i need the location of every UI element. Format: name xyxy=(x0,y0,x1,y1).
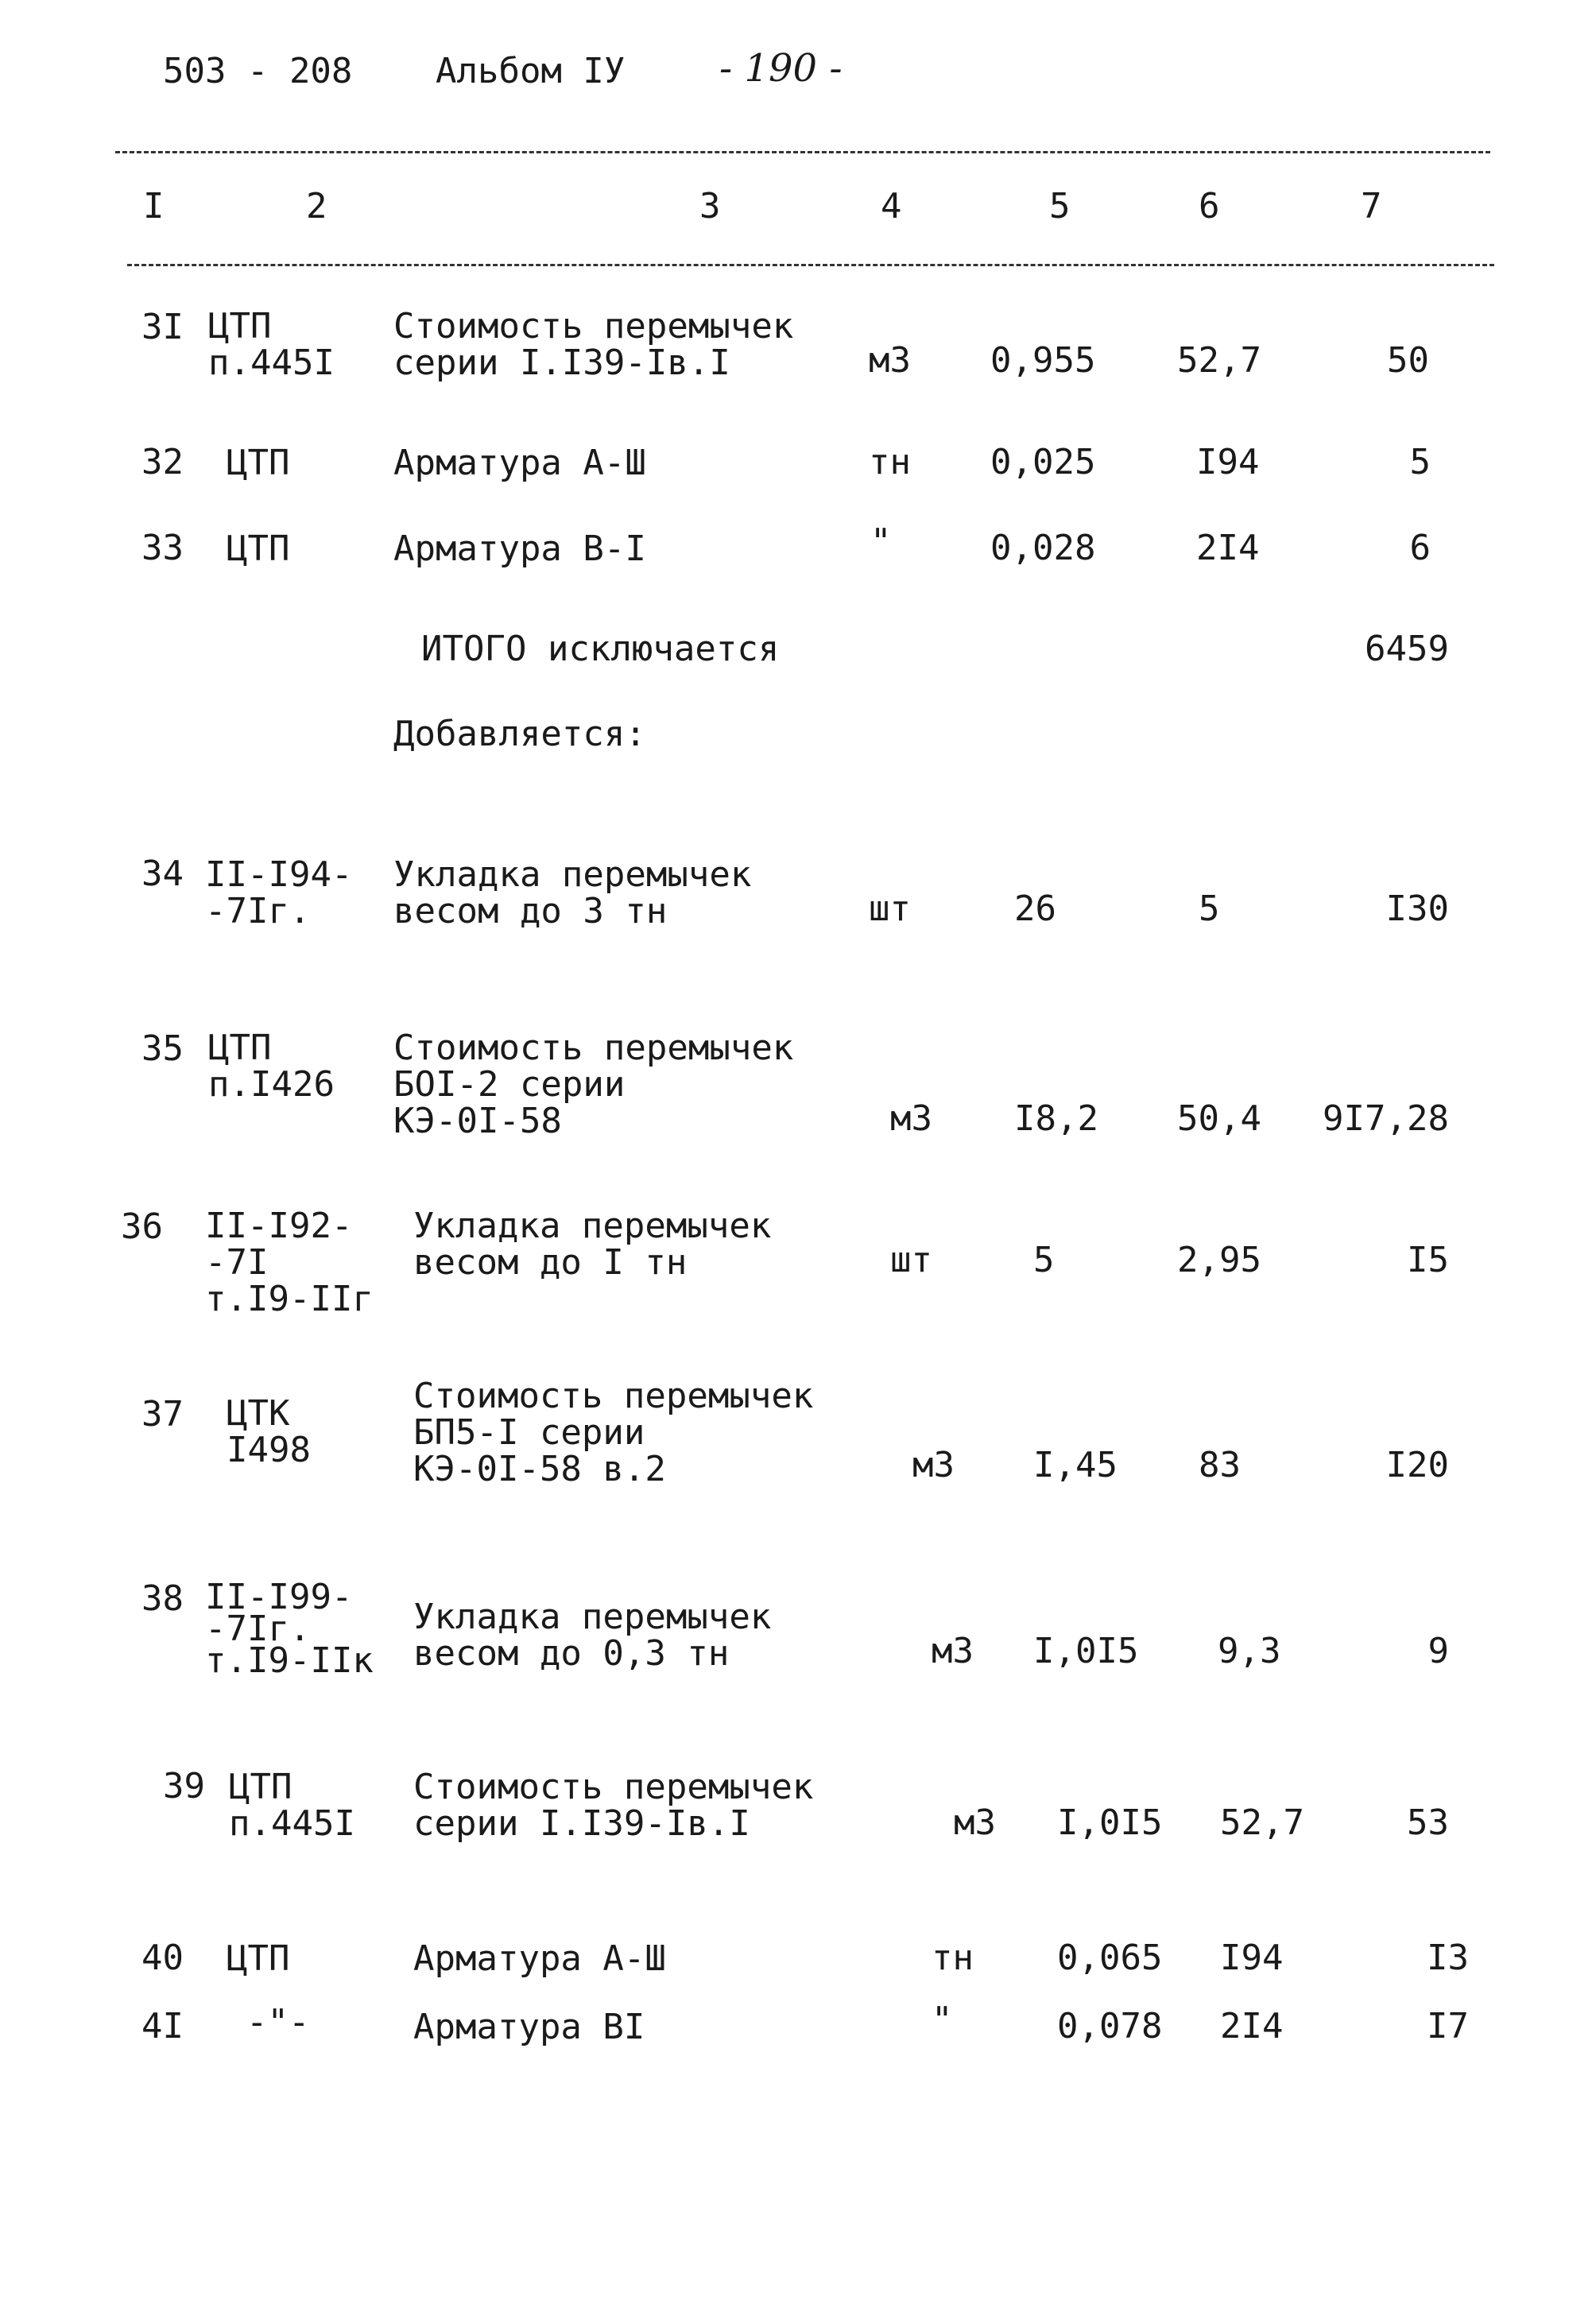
column-header: I xyxy=(143,186,165,227)
row-number: 33 xyxy=(141,528,184,568)
work-description: Арматура А-Ш xyxy=(413,1938,666,1979)
total-cost: I30 xyxy=(1385,889,1449,929)
total-cost: 9I7,28 xyxy=(1323,1098,1449,1139)
row-number: 35 xyxy=(141,1028,184,1069)
norm-code: II-I94- -7Iг. xyxy=(205,854,353,931)
section-label: Добавляется: xyxy=(393,714,646,754)
unit: шт xyxy=(869,889,911,929)
unit-price: 83 xyxy=(1199,1445,1241,1485)
work-description: Стоимость перемычек серии I.I39-Iв.I xyxy=(413,1767,814,1844)
norm-code: ЦТП xyxy=(227,529,290,569)
row-number: 36 xyxy=(121,1206,163,1247)
norm-code: -"- xyxy=(246,2002,310,2043)
unit-price: I94 xyxy=(1196,442,1260,482)
norm-code: ЦТП п.445I xyxy=(208,306,335,383)
row-number: 40 xyxy=(141,1938,184,1978)
work-description: Арматура В-I xyxy=(393,529,646,569)
norm-code: II-I99- -7Iг. т.I9-IIк xyxy=(205,1577,374,1681)
subtotal-label: ИТОГО исключается xyxy=(421,629,780,669)
norm-code: II-I92- -7I т.I9-IIг xyxy=(205,1206,374,1319)
unit-price: I94 xyxy=(1220,1938,1284,1978)
work-description: Укладка перемычек весом до 3 тн xyxy=(393,854,752,931)
subtotal-value: 6459 xyxy=(1365,629,1449,669)
unit: тн xyxy=(932,1938,974,1978)
column-header: 5 xyxy=(1049,186,1071,227)
total-cost: I5 xyxy=(1407,1240,1449,1280)
total-cost: I20 xyxy=(1385,1445,1449,1485)
unit-price: 52,7 xyxy=(1177,340,1261,381)
quantity: 0,078 xyxy=(1057,2006,1163,2046)
work-description: Арматура BI xyxy=(413,2007,645,2047)
work-description: Стоимость перемычек БП5-I серии КЭ-0I-58 в.2 xyxy=(413,1376,814,1489)
column-header: 2 xyxy=(306,186,327,227)
total-cost: 53 xyxy=(1407,1802,1449,1843)
row-number: 32 xyxy=(141,442,184,482)
unit-price: 50,4 xyxy=(1177,1098,1261,1139)
unit: м3 xyxy=(869,340,911,381)
row-number: 39 xyxy=(163,1766,205,1806)
unit: " xyxy=(932,2000,953,2040)
album-label: Альбом IУ xyxy=(436,51,626,91)
norm-code: ЦТП п.445I xyxy=(229,1767,355,1844)
unit-price: 2I4 xyxy=(1196,528,1260,568)
unit: м3 xyxy=(932,1631,974,1671)
quantity: I,0I5 xyxy=(1033,1631,1139,1671)
work-description: Стоимость перемычек серии I.I39-Iв.I xyxy=(393,306,794,383)
work-description: Стоимость перемычек БОI-2 серии КЭ-0I-58 xyxy=(393,1028,794,1141)
norm-code: ЦТП xyxy=(227,1938,290,1979)
unit: м3 xyxy=(890,1098,932,1139)
norm-code: ЦТП п.I426 xyxy=(208,1028,335,1105)
quantity: I8,2 xyxy=(1014,1098,1098,1139)
row-number: 3I xyxy=(141,307,184,347)
total-cost: 5 xyxy=(1409,442,1431,482)
quantity: 0,065 xyxy=(1057,1938,1163,1978)
column-header: 4 xyxy=(881,186,902,227)
header-rule-top xyxy=(115,151,1490,153)
unit: " xyxy=(870,521,892,562)
work-description: Арматура А-Ш xyxy=(393,443,646,483)
column-header: 6 xyxy=(1199,186,1220,227)
unit-price: 2I4 xyxy=(1220,2006,1284,2046)
quantity: 0,025 xyxy=(990,442,1096,482)
page-number: - 190 - xyxy=(719,46,843,91)
row-number: 38 xyxy=(141,1578,184,1619)
total-cost: I7 xyxy=(1427,2006,1469,2046)
unit: шт xyxy=(890,1240,932,1280)
total-cost: 9 xyxy=(1427,1631,1449,1671)
row-number: 34 xyxy=(141,854,184,894)
quantity: 26 xyxy=(1014,889,1056,929)
total-cost: I3 xyxy=(1427,1938,1469,1978)
total-cost: 50 xyxy=(1387,340,1429,381)
norm-code: ЦТК I498 xyxy=(227,1393,311,1470)
total-cost: 6 xyxy=(1409,528,1431,568)
unit: м3 xyxy=(954,1802,996,1843)
quantity: 0,028 xyxy=(990,528,1096,568)
unit-price: 9,3 xyxy=(1218,1631,1281,1671)
unit: тн xyxy=(869,442,911,482)
unit-price: 2,95 xyxy=(1177,1240,1261,1280)
column-header: 3 xyxy=(699,186,721,227)
row-number: 4I xyxy=(141,2006,184,2046)
unit-price: 52,7 xyxy=(1220,1802,1304,1843)
norm-code: ЦТП xyxy=(227,443,290,483)
quantity: I,45 xyxy=(1033,1445,1118,1485)
quantity: 0,955 xyxy=(990,340,1096,381)
work-description: Укладка перемычек весом до I тн xyxy=(413,1206,772,1283)
unit-price: 5 xyxy=(1199,889,1220,929)
row-number: 37 xyxy=(141,1394,184,1435)
quantity: 5 xyxy=(1033,1240,1055,1280)
work-description: Укладка перемычек весом до 0,3 тн xyxy=(413,1597,772,1674)
header-rule-bottom xyxy=(127,264,1494,266)
unit: м3 xyxy=(912,1445,955,1485)
column-header: 7 xyxy=(1361,186,1382,227)
quantity: I,0I5 xyxy=(1057,1802,1163,1843)
doc-code: 503 - 208 xyxy=(163,51,353,91)
